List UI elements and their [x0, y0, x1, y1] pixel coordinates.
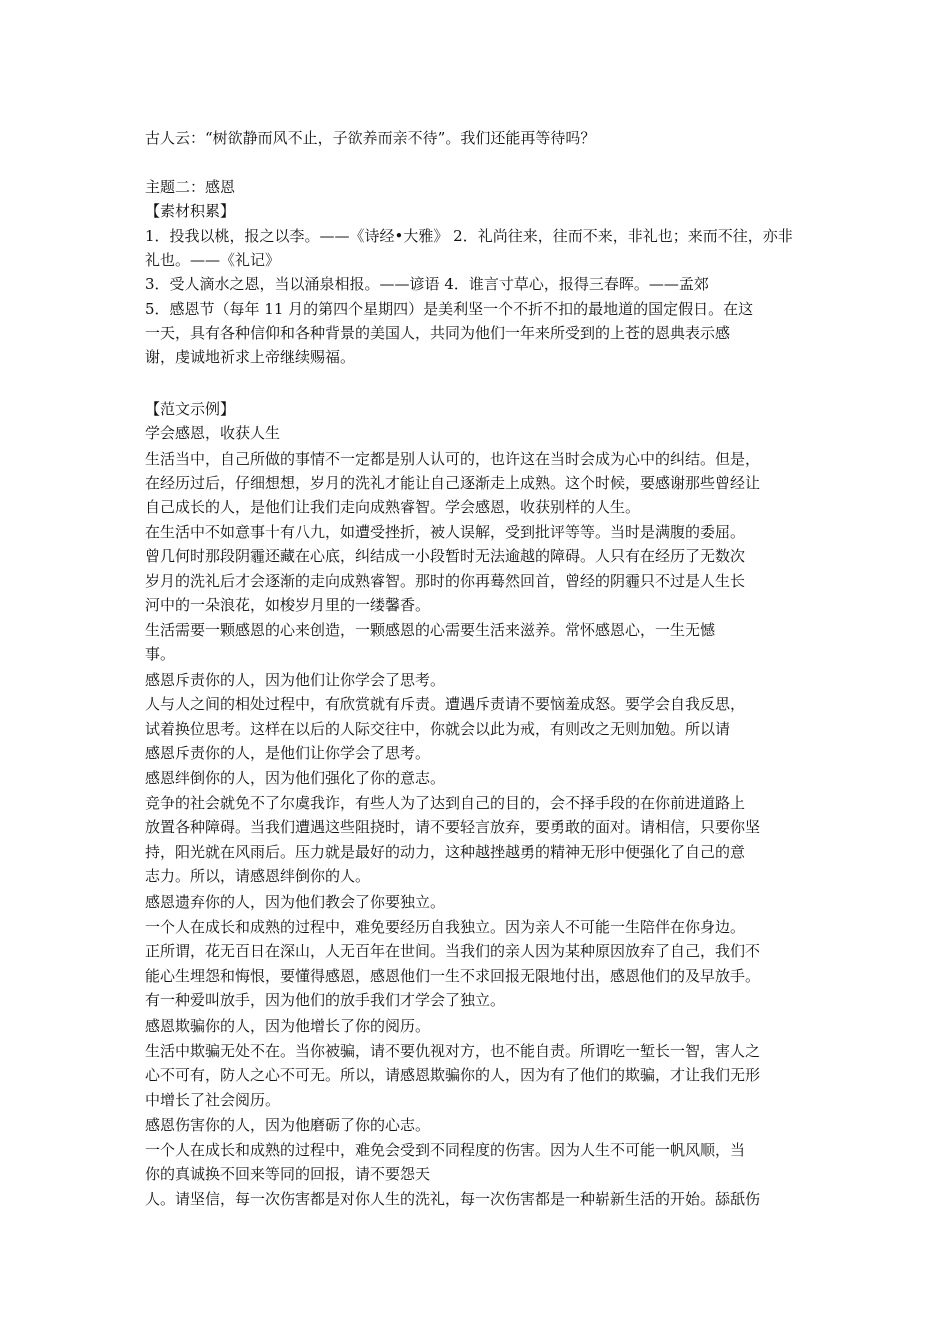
subheading: 感恩斥责你的人，因为他们让你学会了思考。: [145, 671, 446, 689]
text-line: 在经历过后，仔细想想，岁月的洗礼才能让自己逐渐走上成熟。这个时候，要感谢那些曾经让: [145, 474, 761, 492]
section-heading: 【范文示例】: [145, 400, 236, 418]
text-line: 5．感恩节（每年 11 月的第四个星期四）是美利坚一个不折不扣的最地道的国定假日。在这: [145, 300, 754, 318]
text-line: 你的真诚换不回来等同的回报，请不要怨天: [145, 1165, 431, 1183]
text-line: 事。: [145, 645, 176, 663]
text-line: 竞争的社会就免不了尔虞我诈，有些人为了达到自己的目的，会不择手段的在你前进道路上: [145, 794, 746, 812]
essay-title: 学会感恩，收获人生: [145, 424, 281, 442]
text-line: 河中的一朵浪花，如梭岁月里的一缕馨香。: [145, 596, 431, 614]
text-line: 古人云：“树欲静而风不止，子欲养而亲不待”。我们还能再等待吗？: [145, 129, 596, 147]
text-line: 心不可有，防人之心不可无。所以，请感恩欺骗你的人，因为有了他们的欺骗，才让我们无形: [145, 1066, 761, 1084]
text-line: 志力。所以，请感恩绊倒你的人。: [145, 867, 371, 885]
text-line: 感恩斥责你的人，是他们让你学会了思考。: [145, 744, 431, 762]
text-line: 试着换位思考。这样在以后的人际交往中，你就会以此为戒，有则改之无则加勉。所以请: [145, 720, 731, 738]
text-line: 正所谓，花无百日在深山，人无百年在世间。当我们的亲人因为某种原因放弃了自己，我们不: [145, 942, 761, 960]
text-line: 谢，虔诚地祈求上帝继续赐福。: [145, 348, 356, 366]
text-line: 曾几何时那段阴霾还藏在心底，纠结成一小段暂时无法逾越的障碍。人只有在经历了无数次: [145, 547, 746, 565]
text-line: 1．投我以桃，报之以李。——《诗经•大雅》 2．礼尚往来，往而不来，非礼也；来而不往，亦非: [145, 227, 793, 245]
text-line: 在生活中不如意事十有八九，如遭受挫折，被人误解，受到批评等等。当时是满腹的委屈。: [145, 523, 746, 541]
text-line: 中增长了社会阅历。: [145, 1091, 281, 1109]
text-line: 生活当中，自己所做的事情不一定都是别人认可的，也许这在当时会成为心中的纠结。但是，: [145, 450, 761, 468]
subheading: 感恩伤害你的人，因为他磨砺了你的心志。: [145, 1116, 431, 1134]
text-line: 自己成长的人，是他们让我们走向成熟睿智。学会感恩，收获别样的人生。: [145, 498, 641, 516]
text-line: 有一种爱叫放手，因为他们的放手我们才学会了独立。: [145, 991, 506, 1009]
text-line: 岁月的洗礼后才会逐渐的走向成熟睿智。那时的你再蓦然回首，曾经的阴霾只不过是人生长: [145, 572, 746, 590]
text-line: 一个人在成长和成熟的过程中，难免会受到不同程度的伤害。因为人生不可能一帆风顺，当: [145, 1141, 746, 1159]
text-line: 一个人在成长和成熟的过程中，难免要经历自我独立。因为亲人不可能一生陪伴在你身边。: [145, 918, 746, 936]
text-line: 一天，具有各种信仰和各种背景的美国人，共同为他们一年来所受到的上苍的恩典表示感: [145, 324, 731, 342]
subheading: 感恩欺骗你的人，因为他增长了你的阅历。: [145, 1017, 431, 1035]
subheading: 感恩遗弃你的人，因为他们教会了你要独立。: [145, 893, 446, 911]
subheading: 感恩绊倒你的人，因为他们强化了你的意志。: [145, 769, 446, 787]
text-line: 能心生埋怨和悔恨，要懂得感恩，感恩他们一生不求回报无限地付出，感恩他们的及早放手。: [145, 967, 761, 985]
text-line: 人。请坚信，每一次伤害都是对你人生的洗礼，每一次伤害都是一种崭新生活的开始。舔舐伤: [145, 1190, 761, 1208]
text-line: 人与人之间的相处过程中，有欣赏就有斥责。遭遇斥责请不要恼羞成怒。要学会自我反思，: [145, 695, 746, 713]
text-line: 3．受人滴水之恩，当以涌泉相报。——谚语 4．谁言寸草心，报得三春晖。——孟郊: [145, 275, 709, 293]
text-line: 生活需要一颗感恩的心来创造，一颗感恩的心需要生活来滋养。常怀感恩心，一生无憾: [145, 621, 716, 639]
text-line: 持，阳光就在风雨后。压力就是最好的动力，这种越挫越勇的精神无形中便强化了自己的意: [145, 843, 746, 861]
text-line: 礼也。——《礼记》: [145, 251, 281, 269]
text-line: 放置各种障碍。当我们遭遇这些阻挠时，请不要轻言放弃，要勇敢的面对。请相信，只要你坚: [145, 818, 761, 836]
text-line: 生活中欺骗无处不在。当你被骗，请不要仇视对方，也不能自责。所谓吃一堑长一智，害人之: [145, 1042, 761, 1060]
section-title: 主题二：感恩: [145, 178, 236, 196]
section-heading: 【素材积累】: [145, 202, 236, 220]
